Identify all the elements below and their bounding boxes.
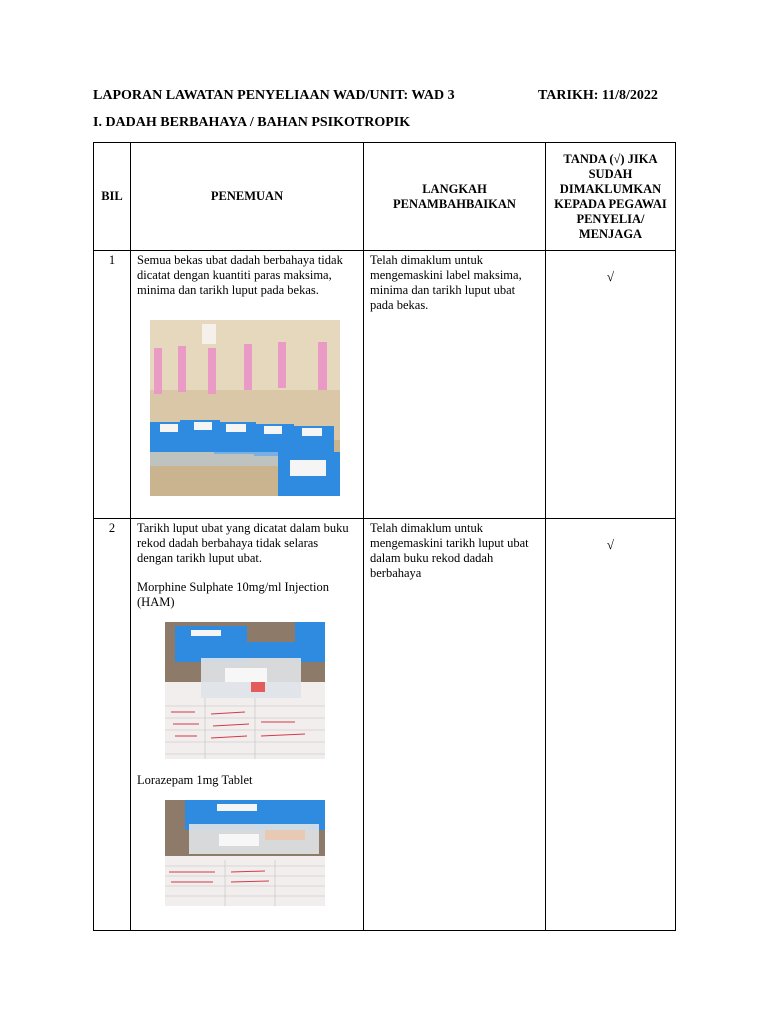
notified-cell <box>546 519 676 931</box>
improvement-text: Telah dimaklum untuk mengemaskini label maksima, minima dan tarikh luput ubat pada bekas. <box>370 253 522 312</box>
findings-table <box>93 142 676 931</box>
row-number: 1 <box>94 251 131 519</box>
lorazepam-record-photo <box>165 800 325 906</box>
morphine-record-photo <box>165 622 325 759</box>
table-row <box>94 519 676 931</box>
improvement-cell <box>364 519 546 931</box>
table-row <box>94 251 676 519</box>
row-number: 2 <box>94 519 131 931</box>
finding-cell <box>131 519 364 931</box>
finding-cell <box>131 251 364 519</box>
check-mark: √ <box>606 269 615 284</box>
header-penemuan: PENEMUAN <box>131 143 364 251</box>
drug-name-lorazepam: Lorazepam 1mg Tablet <box>137 773 253 787</box>
drug-name-morphine: Morphine Sulphate 10mg/ml Injection (HAM) <box>137 580 329 609</box>
header-langkah: LANGKAH PENAMBAHBAIKAN <box>364 143 546 251</box>
finding-text: Tarikh luput ubat yang dicatat dalam buku rekod dadah berbahaya tidak selaras dengan tarikh luput ubat. <box>137 521 349 565</box>
notified-cell <box>546 251 676 519</box>
report-header <box>93 88 673 104</box>
finding-text: Semua bekas ubat dadah berbahaya tidak dicatat dengan kuantiti paras maksima, minima dan tarikh luput pada bekas. <box>137 253 343 297</box>
table-header-row <box>94 143 676 251</box>
improvement-cell <box>364 251 546 519</box>
section-title: I. DADAH BERBAHAYA / BAHAN PSIKOTROPIK <box>93 115 411 130</box>
check-mark: √ <box>606 537 615 552</box>
improvement-text: Telah dimaklum untuk mengemaskini tarikh luput ubat dalam buku rekod dadah berbahaya <box>370 521 529 580</box>
report-title: LAPORAN LAWATAN PENYELIAAN WAD/UNIT: WAD 3 <box>93 88 455 103</box>
header-bil: BIL <box>94 143 131 251</box>
report-date: TARIKH: 11/8/2022 <box>538 88 658 103</box>
drug-containers-photo <box>150 320 340 496</box>
header-tanda: TANDA (√) JIKA SUDAH DIMAKLUMKAN KEPADA PEGAWAI PENYELIA/ MENJAGA <box>546 143 676 251</box>
